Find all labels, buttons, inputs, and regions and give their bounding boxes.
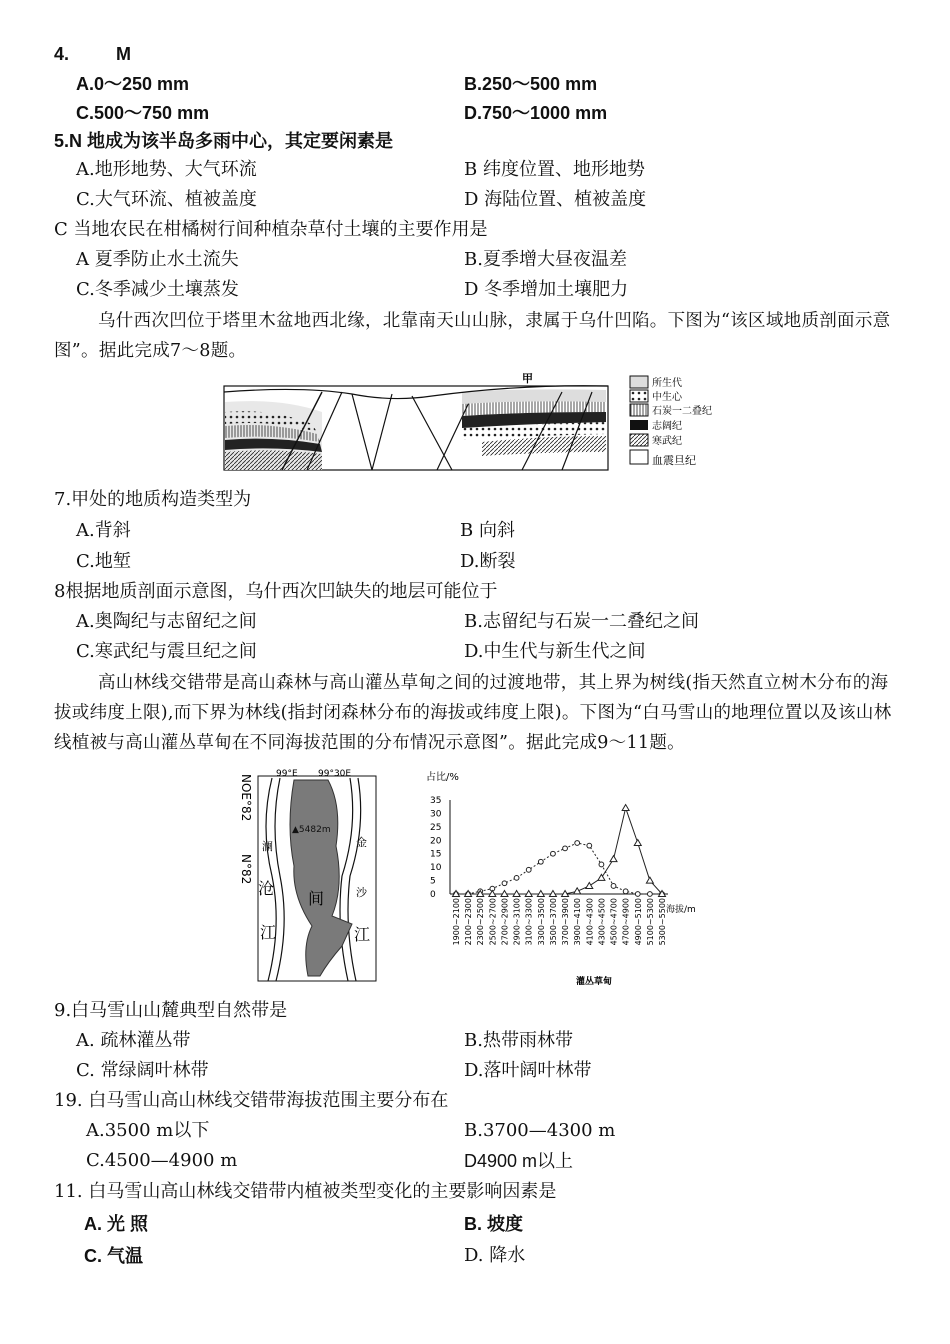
q5-option-a: A.地形地势、大气环流 [76,159,257,180]
x-tick-label: 4900~5100 [633,898,643,946]
x-tick-label: 4300~4500 [597,898,607,946]
series-2-point [598,874,605,880]
x-tick-label: 1900~2100 [452,898,461,946]
baima-map-figure [232,766,382,991]
legend-label-2: 中生心 [652,392,682,403]
q6-option-c: C.冬季减少土壤蒸发 [76,279,239,300]
x-tick-label: 4500~4700 [609,898,619,946]
chart-caption: 灌丛草甸 [576,977,613,987]
y-tick-label: 15 [430,849,442,860]
q8-option-c: C.寒武纪与震旦纪之间 [76,641,257,662]
y-tick-label: 0 [430,890,436,900]
q11-option-a: A. 光 照 [84,1214,149,1234]
legend-label-4: 志阔纪 [652,421,682,432]
q4-stem: M [116,44,131,64]
q10-option-d: D4900 m以上 [464,1151,574,1171]
q7-option-a: A.背斜 [76,520,131,541]
section-legend [630,376,712,467]
series-1-point [611,884,616,889]
legend-label-5: 寒武纪 [652,436,682,447]
q7-option-c: C.地堑 [76,551,131,572]
x-tick-label: 3300~3500 [536,898,546,946]
q8-option-a: A.奥陶纪与志留纪之间 [76,611,257,632]
legend-label-1: 所生代 [652,378,682,389]
map-lon-2: 99°30E [318,769,352,779]
q9-option-c: C. 常绿阔叶林带 [76,1060,209,1081]
q4-number: 4. [54,44,70,64]
x-tick-label: 2700~2900 [500,898,510,946]
series-1-point [502,881,507,886]
x-tick-label: 3100~3300 [524,898,534,946]
series-1-point [526,867,531,872]
series-2-point [610,856,617,862]
map-lat-1: NOE°82 [239,774,253,822]
q9-option-a: A. 疏林灌丛带 [76,1030,191,1051]
q5-stem: 5.N 地成为该半岛多雨中心，其定要闲素是 [54,131,394,151]
x-tick-label: 2500~2700 [488,898,498,946]
q9-option-b: B.热带雨林带 [464,1030,573,1051]
q5-option-d: D 海陆位置、植被盖度 [464,189,647,210]
map-mid-char: 间 [308,889,325,908]
x-tick-label: 5100~5300 [645,898,655,946]
q7-option-b: B 向斜 [460,520,515,541]
map-lon-1: 99°E [276,769,298,779]
series-1-point [514,875,519,880]
y-tick-label: 5 [430,876,436,887]
series-2-point [574,888,581,894]
map-lat-2: N°82 [239,854,253,885]
q4-option-d: D.750～1000 mm [464,103,608,123]
q6-option-a: A 夏季防止水土流失 [76,249,239,270]
q7-stem: 7.甲处的地质构造类型为 [54,489,252,510]
x-tick-label: 5300~5500 [658,898,667,946]
series-2-point [622,805,629,811]
q10-option-a: A.3500 m以下 [86,1120,210,1141]
series-1-point [538,859,543,864]
q10-stem: 19. 白马雪山高山林线交错带海拔范围主要分布在 [54,1090,449,1111]
x-tick-label: 2100~2300 [464,898,474,946]
series-line-1 [456,843,662,894]
q10-option-b: B.3700—4300 m [464,1120,616,1141]
series-1-point [587,843,592,848]
x-tick-label: 3700~3900 [561,898,571,946]
q5-option-b: B 纬度位置、地形地势 [464,159,645,180]
series-1-point [599,862,604,867]
x-tick-label: 3900~4100 [573,898,583,946]
q4-option-b: B.250～500 mm [464,74,598,94]
map-river-left-3: 江 [260,923,277,942]
series-1-point [623,889,628,894]
y-tick-label: 30 [430,809,442,820]
series-2-point [646,877,653,883]
series-2-point [634,839,641,845]
map-river-right-1: 金 [356,836,367,849]
q11-option-c: C. 气温 [84,1246,144,1266]
map-river-right-3: 江 [354,925,371,944]
chart-ylabel: 占比/% [426,772,459,783]
geology-section-figure [222,372,732,477]
y-tick-label: 25 [430,822,442,833]
x-tick-label: 2900~3100 [512,898,522,946]
q9-stem: 9.白马雪山山麓典型自然带是 [54,1000,288,1021]
q8-option-d: D.中生代与新生代之间 [464,641,646,662]
legend-label-3: 石炭一二叠纪 [652,406,712,417]
q11-option-d: D. 降水 [464,1245,526,1266]
map-peak-label: ▲5482m [292,825,331,835]
q4-option-c: C.500～750 mm [76,103,210,123]
map-river-left-2: 沧 [258,879,275,898]
q11-option-b: B. 坡度 [464,1214,524,1234]
q9-option-d: D.落叶阔叶林带 [464,1060,592,1081]
x-tick-label: 4100~4300 [585,898,595,946]
q8-option-b: B.志留纪与石炭一二叠纪之间 [464,611,699,632]
q5-option-c: C.大气环流、植被盖度 [76,189,257,210]
q11-stem: 11. 白马雪山高山林线交错带内植被类型变化的主要影响因素是 [54,1181,557,1202]
q7-option-d: D.断裂 [460,551,516,572]
x-tick-label: 2300~2500 [476,898,486,946]
q6-option-d: D 冬季增加土壤肥力 [464,279,629,300]
legend-label-6: 血震旦纪 [652,454,696,467]
altitude-distribution-chart [416,766,716,997]
passage-geology: 乌什西次凹位于塔里木盆地西北缘，北靠南天山山脉，隶属于乌什凹陷。下图为“该区域地质剖面示意图”。据此完成7～8题。 [54,311,891,361]
q6-option-b: B.夏季增大昼夜温差 [464,249,627,270]
map-river-right-2: 沙 [356,886,367,899]
y-tick-label: 20 [430,836,442,847]
section-top-label: 甲 [522,372,533,385]
q8-stem: 8根据地质剖面示意图，乌什西次凹缺失的地层可能位于 [54,581,498,602]
series-2-point [586,882,593,888]
x-tick-label: 4700~4900 [621,898,631,946]
series-1-point [551,851,556,856]
series-1-point [563,846,568,851]
q4-option-a: A.0～250 mm [76,74,190,94]
passage-treeline: 高山林线交错带是高山森林与高山灌丛草甸之间的过渡地带，其上界为树线(指天然直立树木分布的海拔或纬度上限),而下界为林线(指封闭森林分布的海拔或纬度上限)。下图为“白马雪山的地理位置以及该山林线植被与高山灌丛草甸在不同海拔范围的分布情况示意图”。据此完成9～11题。 [54,673,892,753]
series-1-point [647,892,652,897]
y-tick-label: 35 [430,796,442,806]
y-tick-label: 10 [430,863,442,874]
x-tick-label: 3500~3700 [548,898,558,946]
q6-stem: C 当地农民在柑橘树行间种植杂草付土壤的主要作用是 [54,219,488,240]
chart-xlabel: 海拔/m [666,905,696,915]
series-1-point [575,841,580,846]
series-1-point [635,892,640,897]
map-river-left-1: 澜 [262,840,273,853]
q10-option-c: C.4500—4900 m [86,1150,238,1171]
